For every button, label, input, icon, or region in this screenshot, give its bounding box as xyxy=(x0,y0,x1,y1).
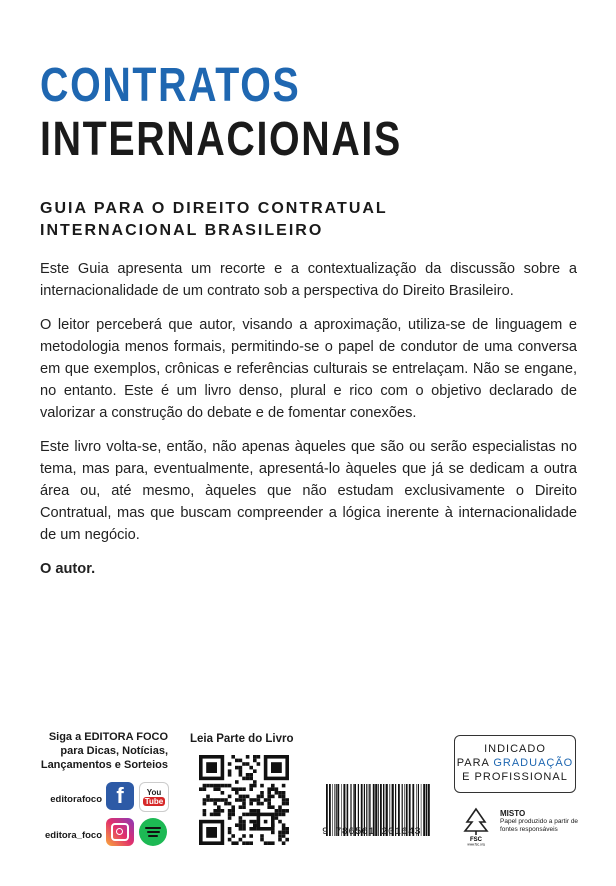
follow-text xyxy=(40,730,168,772)
handle-editorafoco: editorafoco xyxy=(50,794,102,805)
subtitle xyxy=(40,198,388,242)
isbn-number: 9 786561 201643 xyxy=(322,826,422,838)
paragraph-3: Este livro volta-se, então, não apenas àqueles que são ou serão especialistas no tema, mas para, eventualmente, apresentá-lo àqueles que já se dedicam a outra área ou, até mesmo, àqueles que não estudam exclusivamente o Direito Contratual, mas que buscam compreender a lógica inerente à internacionalidade de um negócio. xyxy=(40,439,577,543)
facebook-glyph: f xyxy=(116,783,124,808)
qr-code[interactable] xyxy=(199,755,289,845)
qr-label: Leia Parte do Livro xyxy=(190,733,294,745)
fsc-label: FSC xyxy=(470,837,482,843)
fsc-description: Papel produzido a partir de fontes responsáveis xyxy=(500,818,579,833)
facebook-icon[interactable] xyxy=(106,782,134,810)
handle-editora-foco: editora_foco xyxy=(44,830,102,841)
youtube-you: You xyxy=(146,788,162,797)
fsc-logo xyxy=(459,806,493,846)
indicado-graduacao: GRADUAÇÃO xyxy=(493,757,574,769)
fsc-site: www.fsc.org xyxy=(467,842,485,846)
follow-line-1: Siga a EDITORA FOCO xyxy=(48,731,168,743)
paragraph-2: O leitor perceberá que autor, visando a aproximação, utiliza-se de linguagem e metodologia menos formais, permitindo-se o papel de condutor de uma conversa em que exemplos, crônicas e referências culturais se entrelaçam. Não se engane, no entanto. Este é um livro denso, plural e rico com o objetivo declarado de valorizar a construção do debate e de fomentar conexões. xyxy=(40,317,577,421)
indicado-badge xyxy=(454,735,576,793)
youtube-icon[interactable] xyxy=(139,782,169,812)
back-cover-text xyxy=(40,258,577,592)
follow-line-2: para Dicas, Notícias, xyxy=(60,745,168,757)
spotify-icon[interactable] xyxy=(139,818,167,846)
author-signature: O autor. xyxy=(40,561,96,577)
subtitle-line-1: GUIA PARA O DIREITO CONTRATUAL xyxy=(40,200,388,217)
subtitle-line-2: INTERNACIONAL BRASILEIRO xyxy=(40,222,324,239)
fsc-misto: MISTO xyxy=(500,809,526,818)
indicado-para: PARA xyxy=(456,757,490,769)
follow-line-3: Lançamentos e Sorteios xyxy=(40,759,168,771)
title-line-2: INTERNACIONAIS xyxy=(40,113,402,166)
indicado-line-3: E PROFISSIONAL xyxy=(462,771,568,783)
youtube-tube: Tube xyxy=(144,797,164,806)
indicado-line-1: INDICADO xyxy=(484,743,546,755)
instagram-icon[interactable] xyxy=(106,818,134,846)
fsc-text xyxy=(500,809,580,834)
title-line-1: CONTRATOS xyxy=(40,59,301,112)
paragraph-1: Este Guia apresenta um recorte e a contextualização da discussão sobre a internacionalidade de um contrato sob a perspectiva do Direito Brasileiro. xyxy=(40,261,577,299)
